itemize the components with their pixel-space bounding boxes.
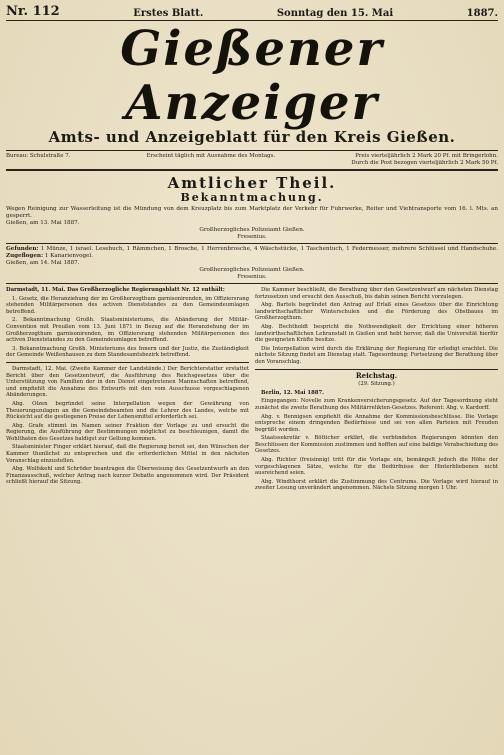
masthead-title: Gießener Anzeiger: [120, 21, 384, 131]
reichstag-heading: Reichstag.: [355, 370, 398, 380]
lost-found-signer: Fresenius.: [237, 274, 267, 280]
article-paragraph: 3. Bekanntmachung Großh. Ministeriums des Innern und der Justiz, die Zuständigkeit der Gemeinde Weißenhausen zu dem Standesamtsbezirk betreffend.: [6, 345, 249, 359]
article-paragraph: Abg. Grafe stimmt im Namen seiner Fraktion der Vorlage zu und ersucht die Regierung, die Ausführung der Bestimmungen möglichst zu beschleunigen, damit die Wohlthaten des Gesetzes baldigst zur Geltung kommen.: [6, 422, 249, 442]
divider: [6, 362, 249, 363]
article-paragraph: Staatsminister Finger erklärt hierauf, daß die Regierung bereit sei, den Wünschen der Kammer thunlichst zu entsprechen und die erforderlichen Mittel in den nächsten Voranschlag einzustellen.: [6, 444, 249, 464]
reichstag-dateline: Berlin, 12. Mai 1887.: [261, 389, 324, 396]
article-columns: [6, 283, 498, 494]
notice-signer: Fresenius.: [237, 234, 267, 240]
arrived-text: 1 Kanarienvogel.: [44, 253, 93, 259]
found-text: 1 Münze, 1 israel. Lesebuch, 1 Rämmchen, 1 Brosche, 1 Herrenbrosche, 4 Wäschstücke, 1 Taschentuch, 1 Federmesser, mehrere Schlüssel und Handschuhe.: [40, 246, 498, 252]
right-column: [255, 287, 498, 494]
reichstag-session: (29. Sitzung.): [358, 381, 395, 388]
article-paragraph: Abg. Bechtholdt bespricht die Nothwendigkeit der Errichtung einer höheren landwirthschaftlichen Lehranstalt in Gießen und hebt hervor, daß die Universität hierfür die geeigneten Kräfte besitze.: [255, 323, 498, 344]
issue-number: Nr. 112: [6, 4, 60, 19]
price-info: [351, 153, 498, 167]
arrived-label: Zugeflogen:: [6, 253, 44, 259]
article-paragraph: Abg. Richter (freisinnig) tritt für die Vorlage ein, bemängelt jedoch die Höhe der vorgeschlagenen Sätze, welche für die Bedürfnisse der Hinterbliebenen nicht ausreichend seien.: [255, 457, 498, 477]
article-paragraph: Staatssekretär v. Bötticher erklärt, die verbündeten Regierungen könnten den Beschlüssen der Kommission zustimmen und hofften auf eine baldige Verabschiedung des Gesetzes.: [255, 435, 498, 455]
article-lead: Darmstadt, 11. Mai. Das Großherzogliche Regierungsblatt Nr. 12 enthält:: [6, 287, 225, 293]
masthead-subtitle: Amts- und Anzeigeblatt für den Kreis Gießen.: [48, 128, 456, 146]
lost-found-notice: [6, 246, 498, 281]
sheet-label: Erstes Blatt.: [133, 8, 204, 19]
article-paragraph: Abg. Bartels begründet den Antrag auf Erlaß eines Gesetzes über die Einrichtung landwirthschaftlicher Winterschulen und die Förderung des Obstbaues im Großherzogthum.: [255, 302, 498, 322]
article-paragraph: Abg. Wolfskehl und Schröder beantragen die Überweisung des Gesetzentwurfs an den Finanzausschuß, welcher Antrag nach kurzer Debatte angenommen wird. Der Präsident schließt hierauf die Sitzung.: [6, 466, 249, 486]
divider: [6, 243, 498, 244]
info-bar: [6, 150, 498, 171]
article-paragraph: Abg. v. Bennigsen empfiehlt die Annahme der Kommissionsbeschlüsse. Die Vorlage entspreche einem dringenden Bedürfnisse und sei von allen Parteien mit Freuden begrüßt worden.: [255, 413, 498, 433]
article-paragraph: Abg. Olzen begründet seine Interpellation wegen der Gewährung von Theuerungszulagen an die Gemeindebeamten und die Lehrer des Landes, welche mit Rücksicht auf die gestiegenen Preise der Lebensmittel erforderlich sei.: [6, 400, 249, 421]
found-label: Gefunden:: [6, 246, 39, 252]
announcement-heading: Bekanntmachung.: [180, 191, 324, 204]
article-paragraph: Eingegangen: Novelle zum Krankenversicherungsgesetz. Auf der Tagesordnung steht zunächst die zweite Berathung des Militärrelikten-Gesetzes. Referent: Abg. v. Kardorff.: [255, 398, 498, 411]
lost-found-authority: Großherzogliches Polizeiamt Gießen.: [199, 267, 305, 273]
article-paragraph: Abg. Windthorst erklärt die Zustimmung des Centrums. Die Vorlage wird hierauf in zweiter Lesung unverändert angenommen. Nächste Sitzung morgen 1 Uhr.: [255, 478, 498, 492]
price-local: Preis vierteljährlich 2 Mark 20 Pf. mit Bringerlohn.: [355, 153, 498, 159]
office-address: Bureau: Schulstraße 7.: [6, 153, 71, 159]
article-paragraph: Die Interpellation wird durch die Erklärung der Regierung für erledigt erachtet. Die nächste Sitzung findet am Dienstag statt. Tagesordnung: Fortsetzung der Berathung über den Voranschlag.: [255, 345, 498, 365]
publication-schedule: Erscheint täglich mit Ausnahme des Montags.: [146, 153, 276, 159]
article-paragraph: Die Kammer beschließt, die Berathung über den Gesetzentwurf am nächsten Dienstag fortzusetzen und ersucht den Ausschuß, bis dahin seinen Bericht vorzulegen.: [255, 287, 498, 300]
issue-year: 1887.: [466, 8, 498, 19]
price-post: Durch die Post bezogen vierteljährlich 2 Mark 50 Pf.: [351, 160, 498, 166]
issue-line: [6, 4, 498, 21]
notice-text: Wegen Reinigung zur Wasserleitung ist die Mündung von dem Kreuzplatz bis zum Marktplatz der Verkehr für Fuhrwerke, Reiter und Viehtransporte vom 16. l. Mts. an gesperrt.: [6, 206, 498, 219]
road-closure-notice: [6, 206, 498, 241]
issue-date: Sonntag den 15. Mai: [276, 8, 394, 19]
article-paragraph: Darmstadt, 12. Mai. (Zweite Kammer der Landstände.) Der Berichterstatter erstattet Bericht über den Gesetzentwurf, die Ausführung des Reichsgesetzes über die Unterstützung von Familien der in den Dienst eingetretenen Mannschaften betreffend, und empfiehlt die Annahme des Entwurfs mit den vom Ausschusse vorgeschlagenen Abänderungen.: [6, 365, 249, 399]
official-section-heading: Amtlicher Theil.: [167, 174, 337, 192]
divider: [255, 369, 498, 370]
article-paragraph: 2. Bekanntmachung Großh. Staatsministeriums, die Abänderung der Militär-Convention mit Preußen vom 13. Juni 1871 in Bezug auf die Heranziehung der im Großherzogthum garnisonirenden, im Offiziersrang stehenden Militärpersonen des activen Dienststandes zu den Gemeindeumlagen betreffend.: [6, 317, 249, 344]
notice-authority: Großherzogliches Polizeiamt Gießen.: [199, 227, 305, 233]
article-paragraph: 1. Gesetz, die Heranziehung der im Großherzogthum garnisonirenden, im Offiziersrang stehenden Militärpersonen des activen Dienststandes zu den Gemeindeumlagen betreffend.: [6, 295, 249, 315]
left-column: [6, 287, 249, 494]
lost-found-place-date: Gießen, am 14. Mai 1887.: [6, 260, 80, 266]
notice-place-date: Gießen, am 13. Mai 1887.: [6, 220, 80, 226]
